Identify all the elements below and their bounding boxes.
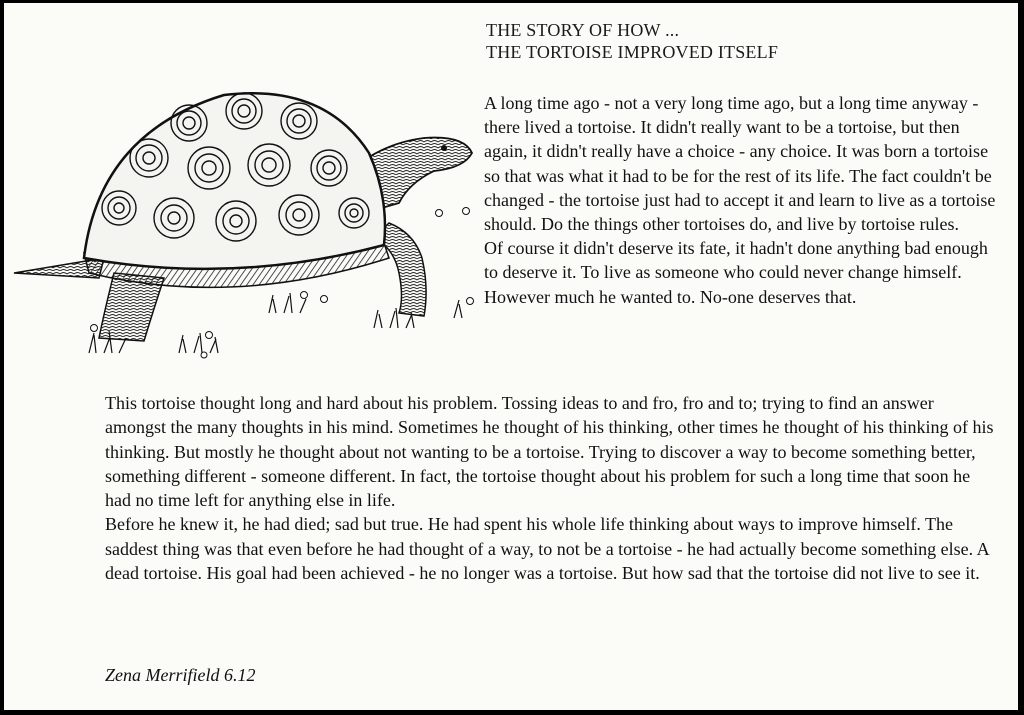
tortoise-illustration bbox=[4, 73, 484, 373]
document-page bbox=[4, 3, 1018, 710]
story-title bbox=[486, 19, 778, 63]
paragraph: A long time ago - not a very long time ago, but a long time anyway - there lived a tortoise. It didn't really want to be a tortoise, but then again, it didn't really have a choice - any choice. It was born a tortoise so that was what it had to be for the rest of its life. The fact couldn't be changed - the tortoise just had to accept it and learn to live as a tortoise should. Do the things other tortoises do, and live by tortoise rules. bbox=[484, 93, 996, 235]
body-text bbox=[105, 391, 995, 585]
title-line-2: THE TORTOISE IMPROVED ITSELF bbox=[486, 42, 779, 62]
intro-text bbox=[484, 91, 1004, 309]
author-signature: Zena Merrifield 6.12 bbox=[105, 665, 256, 685]
paragraph: Before he knew it, he had died; sad but true. He had spent his whole life thinking about ways to improve himself. The saddest thing was that even before he had thought of a way, to not be a tortoise - he had actually become something else. A dead tortoise. His goal had been achieved - he no longer was a tortoise. But how sad that the tortoise did not live to see it. bbox=[105, 514, 989, 584]
paragraph: Of course it didn't deserve its fate, it hadn't done anything bad enough to deserve it. To live as someone who could never change himself. However much he wanted to. No-one deserves that. bbox=[484, 238, 988, 307]
bleed-through-text bbox=[284, 3, 288, 20]
title-line-1: THE STORY OF HOW ... bbox=[486, 20, 680, 40]
paragraph: This tortoise thought long and hard about his problem. Tossing ideas to and fro, fro and to; trying to find an answer amongst the many thoughts in his mind. Sometimes he thought of his thinking, other times he thought of his thinking of his thinking. But mostly he thought about not wanting to be a tortoise. Trying to discover a way to become something better, something different - someone different. In fact, the tortoise thought about his problem for such a long time that soon he had no time left for anything else in life. bbox=[105, 393, 994, 511]
